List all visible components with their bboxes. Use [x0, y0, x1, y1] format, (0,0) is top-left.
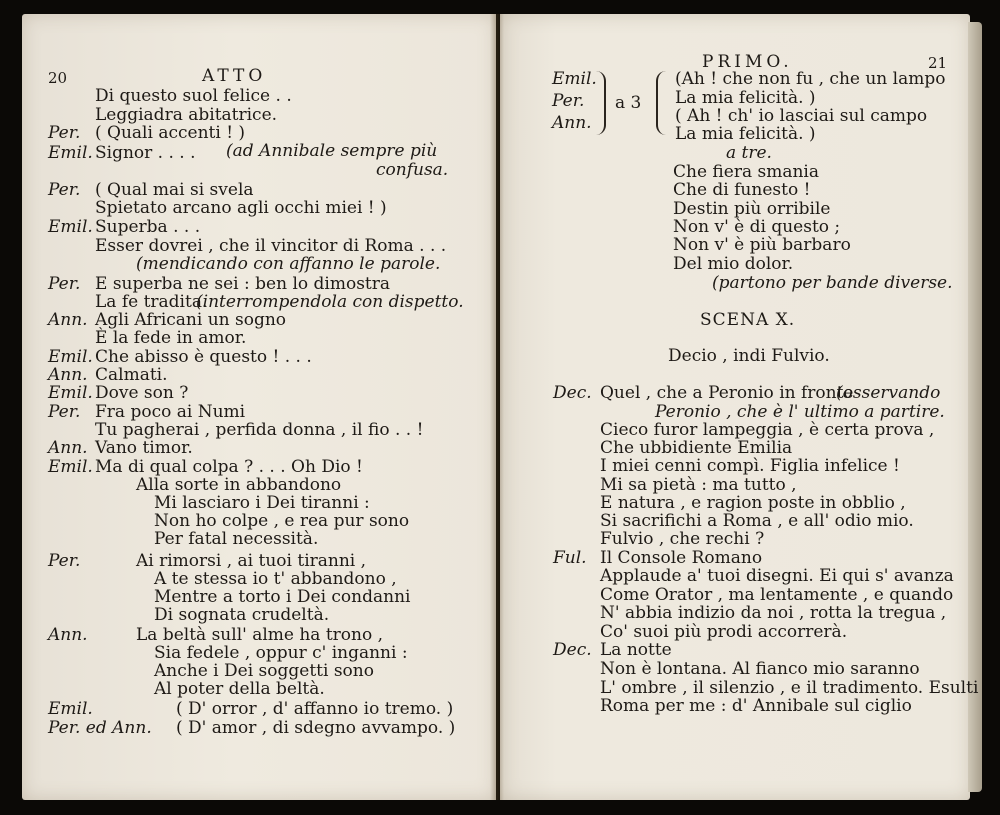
- verse-line: Dove son ?: [95, 383, 189, 403]
- speaker-label: Emil.: [48, 143, 93, 163]
- verse-line: La mia felicità. ): [675, 88, 816, 108]
- scene-characters: [668, 348, 830, 365]
- scene-title: SCENA X.: [700, 310, 796, 330]
- speaker-label: Emil.: [48, 217, 93, 237]
- verse-line: ( Qual mai si svela: [95, 180, 254, 200]
- speaker-label: Per.: [48, 180, 81, 200]
- verse-line: Non v' è di questo ;: [673, 217, 841, 237]
- verse-line: Fulvio , che rechi ?: [600, 529, 765, 549]
- verse-line: A te stessa io t' abbandono ,: [154, 569, 397, 589]
- verse-line: Di questo suol felice . .: [95, 86, 292, 106]
- verse-line: Ma di qual colpa ? . . . Oh Dio !: [95, 457, 363, 477]
- speaker-label: Dec.: [553, 640, 592, 660]
- verse-line: ( Quali accenti ! ): [95, 123, 246, 143]
- stage-direction: (mendicando con affanno le parole.: [136, 254, 441, 274]
- verse-line: Superba . . .: [95, 217, 201, 237]
- verse-line: Leggiadra abitatrice.: [95, 105, 278, 125]
- voice-marker: a 3: [615, 93, 642, 113]
- page-number: 21: [928, 54, 948, 72]
- verse-line: La notte: [600, 640, 672, 660]
- verse-line: Quel , che a Peronio in fronte: [600, 383, 854, 403]
- verse-line: Signor . . . .: [95, 143, 196, 163]
- stage-direction: (osservando: [836, 383, 941, 403]
- speaker-label: Ann.: [48, 310, 88, 330]
- speaker-brace: [596, 71, 606, 135]
- verse-line: Non v' è più barbaro: [673, 235, 851, 255]
- verse-line: Mi lasciaro i Dei tiranni :: [154, 493, 370, 513]
- speaker-label: Emil.: [552, 69, 597, 89]
- verse-line: Al poter della beltà.: [154, 679, 325, 699]
- verse-line: Vano timor.: [95, 438, 193, 458]
- verse-line: Che abisso è questo ! . . .: [95, 347, 312, 367]
- verse-line: Anche i Dei soggetti sono: [154, 661, 374, 681]
- verse-line: Non è lontana. Al fianco mio saranno: [600, 659, 920, 679]
- stage-direction: (ad Annibale sempre più: [226, 141, 438, 161]
- running-head: PRIMO.: [702, 52, 793, 72]
- speaker-label: Per. ed Ann.: [48, 718, 152, 738]
- speaker-label: Emil.: [48, 347, 93, 367]
- verse-line: Che di funesto !: [673, 180, 811, 200]
- verse-line: Fra poco ai Numi: [95, 402, 246, 422]
- verse-line: Sia fedele , oppur c' inganni :: [154, 643, 408, 663]
- verse-line: Roma per me : d' Annibale sul ciglio: [600, 696, 912, 716]
- verse-line: E superba ne sei : ben lo dimostra: [95, 274, 391, 294]
- verse-line: (Ah ! che non fu , che un lampo: [675, 69, 946, 89]
- page-number: 20: [48, 69, 68, 87]
- speaker-label: Emil.: [48, 457, 93, 477]
- speaker-label: Per.: [48, 551, 81, 571]
- speaker-label: Per.: [48, 123, 81, 143]
- page-edges: [968, 22, 982, 792]
- verse-line: Co' suoi più prodi accorrerà.: [600, 622, 848, 642]
- verse-line: Cieco furor lampeggia , è certa prova ,: [600, 420, 935, 440]
- running-head: ATTO: [202, 66, 267, 86]
- verse-brace: [656, 71, 666, 135]
- stage-direction: confusa.: [376, 160, 449, 180]
- stage-direction: (partono per bande diverse.: [712, 273, 953, 293]
- verse-line: Applaude a' tuoi disegni. Ei qui s' avanza: [600, 566, 954, 586]
- verse-line: Come Orator , ma lentamente , e quando: [600, 585, 954, 605]
- speaker-label: Emil.: [48, 699, 93, 719]
- stage-direction: (interrompendola con dispetto.: [196, 292, 464, 312]
- speaker-label: Per.: [48, 402, 81, 422]
- verse-line: ( Ah ! ch' io lasciai sul campo: [675, 106, 928, 126]
- verse-line: La mia felicità. ): [675, 124, 816, 144]
- verse-line: Non ho colpe , e rea pur sono: [154, 511, 410, 531]
- speaker-label: Ann.: [48, 625, 88, 645]
- speaker-label: Emil.: [48, 383, 93, 403]
- verse-line: Mentre a torto i Dei condanni: [154, 587, 411, 607]
- verse-line: La beltà sull' alme ha trono ,: [136, 625, 384, 645]
- verse-line: Del mio dolor.: [673, 254, 794, 274]
- speaker-label: Ful.: [553, 548, 587, 568]
- verse-line: Calmati.: [95, 365, 168, 385]
- verse-line: Alla sorte in abbandono: [136, 475, 342, 495]
- speaker-label: Dec.: [553, 383, 592, 403]
- speaker-label: Ann.: [552, 113, 592, 133]
- verse-line: ( D' orror , d' affanno io tremo. ): [176, 699, 454, 719]
- verse-line: Esser dovrei , che il vincitor di Roma . . .: [95, 236, 447, 256]
- verse-line: E natura , e ragion poste in obblio ,: [600, 493, 906, 513]
- speaker-label: Ann.: [48, 365, 88, 385]
- verse-line: È la fede in amor.: [95, 328, 247, 348]
- verse-line: N' abbia indizio da noi , rotta la tregua ,: [600, 603, 947, 623]
- verse-line: Mi sa pietà : ma tutto ,: [600, 475, 797, 495]
- verse-line: Per fatal necessità.: [154, 529, 319, 549]
- verse-line: ( D' amor , di sdegno avvampo. ): [176, 718, 456, 738]
- verse-line: Tu pagherai , perfida donna , il fio . . !: [95, 420, 424, 440]
- verse-line: Che fiera smania: [673, 162, 819, 182]
- verse-line: L' ombre , il silenzio , e il tradimento. Esulti: [600, 678, 979, 698]
- verse-line: Il Console Romano: [600, 548, 763, 568]
- stage-direction: a tre.: [726, 143, 772, 163]
- verse-line: Si sacrifichi a Roma , e all' odio mio.: [600, 511, 914, 531]
- speaker-label: Per.: [48, 274, 81, 294]
- verse-line: Che ubbidiente Emilia: [600, 438, 793, 458]
- scene-characters-text: Decio , indi Fulvio.: [668, 346, 830, 366]
- verse-line: Destin più orribile: [673, 199, 831, 219]
- book-gutter: [490, 14, 504, 800]
- speaker-label: Ann.: [48, 438, 88, 458]
- verse-line: Ai rimorsi , ai tuoi tiranni ,: [136, 551, 367, 571]
- verse-line: Spietato arcano agli occhi miei ! ): [95, 198, 387, 218]
- verse-line: I miei cenni compì. Figlia infelice !: [600, 456, 900, 476]
- verse-line: Agli Africani un sogno: [95, 310, 287, 330]
- stage-direction: Peronio , che è l' ultimo a partire.: [655, 402, 945, 422]
- verse-line: La fe tradita.: [95, 292, 208, 312]
- speaker-label: Per.: [552, 91, 585, 111]
- verse-line: Di sognata crudeltà.: [154, 605, 330, 625]
